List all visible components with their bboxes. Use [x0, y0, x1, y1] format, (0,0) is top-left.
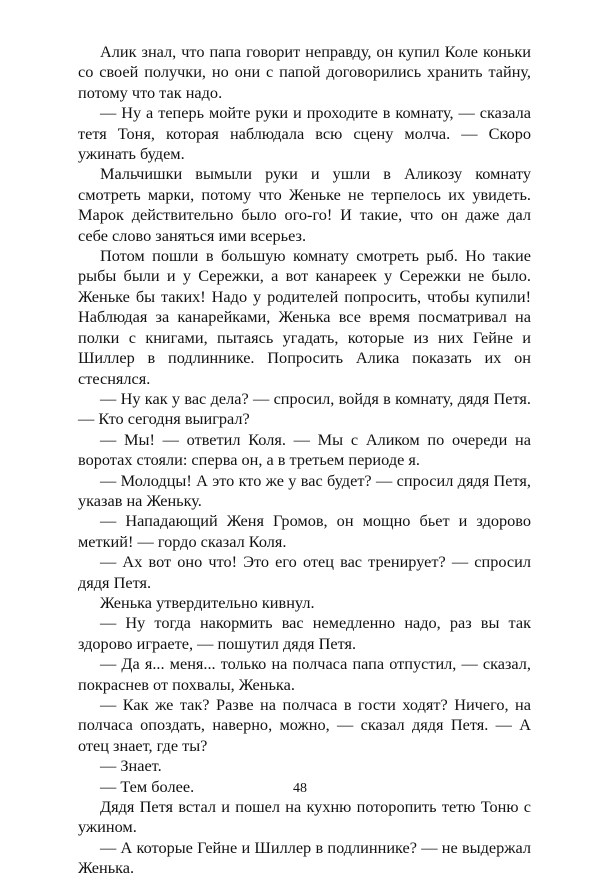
body-text [78, 42, 531, 879]
paragraph-9: — Ах вот оно что! Это его отец вас тренирует? — спросил дядя Петя. [78, 552, 531, 592]
paragraph-11: — Ну тогда накормить вас немедленно надо, раз вы так здорово играете, — пошутил дядя Петя. [78, 613, 531, 653]
paragraph-10: Женька утвердительно кивнул. [100, 592, 315, 612]
paragraph-6: — Мы! — ответил Коля. — Мы с Аликом по очереди на воротах стояли: сперва он, а в третьем периоде я. [78, 429, 531, 470]
paragraph-17: — А которые Гейне и Шиллер в подлиннике? — не выдержал Женька. [78, 837, 531, 878]
paragraph-4: Потом пошли в большую комнату смотреть рыб. Но такие рыбы были и у Сережки, а вот канареек у Сережки не было. Женьке бы таких! Надо у родителей попросить, чтобы купили! Наблюдая за канарейками, Женька все время посматривал на полки с книгами, пытаясь угадать, которые из них Гейне и Шиллер в подлиннике. Попросить Алика показать их он стеснялся. [78, 246, 531, 388]
paragraph-3: Мальчишки вымыли руки и ушли в Аликозу комнату смотреть марки, потому что Женьке не терпелось их увидеть. Марок действительно было ого-го! И такие, что он даже дал себе слово заняться ими всерьез. [78, 164, 531, 245]
paragraph-13: — Как же так? Разве на полчаса в гости ходят? Ничего, на полчаса опоздать, наверно, можно, — сказал дядя Петя. — А отец знает, где ты? [78, 695, 531, 755]
paragraph-2: — Ну а теперь мойте руки и проходите в комнату, — сказала тетя Тоня, которая наблюдала всю сцену молча. — Скоро ужинать будем. [78, 103, 531, 164]
paragraph-8: — Нападающий Женя Громов, он мощно бьет и здорово меткий! — гордо сказал Коля. [78, 511, 531, 551]
paragraph-12: — Да я... меня... только на полчаса папа отпустил, — сказал, покраснев от похвалы, Женька. [78, 654, 531, 694]
paragraph-7: — Молодцы! А это кто же у вас будет? — спросил дядя Петя, указав на Женьку. [78, 470, 531, 510]
page-number: 48 [293, 781, 307, 796]
paragraph-1: Алик знал, что папа говорит неправду, он купил Коле коньки со своей получки, но они с папой договорились хранить тайну, потому что так надо. [78, 42, 531, 102]
paragraph-15: — Тем более. [100, 776, 195, 796]
paragraph-16: Дядя Петя встал и пошел на кухню поторопить тетю Тоню с ужином. [78, 797, 531, 837]
paragraph-14: — Знает. [100, 756, 162, 776]
paragraph-5: — Ну как у вас дела? — спросил, войдя в комнату, дядя Петя. — Кто сегодня выиграл? [78, 388, 531, 429]
